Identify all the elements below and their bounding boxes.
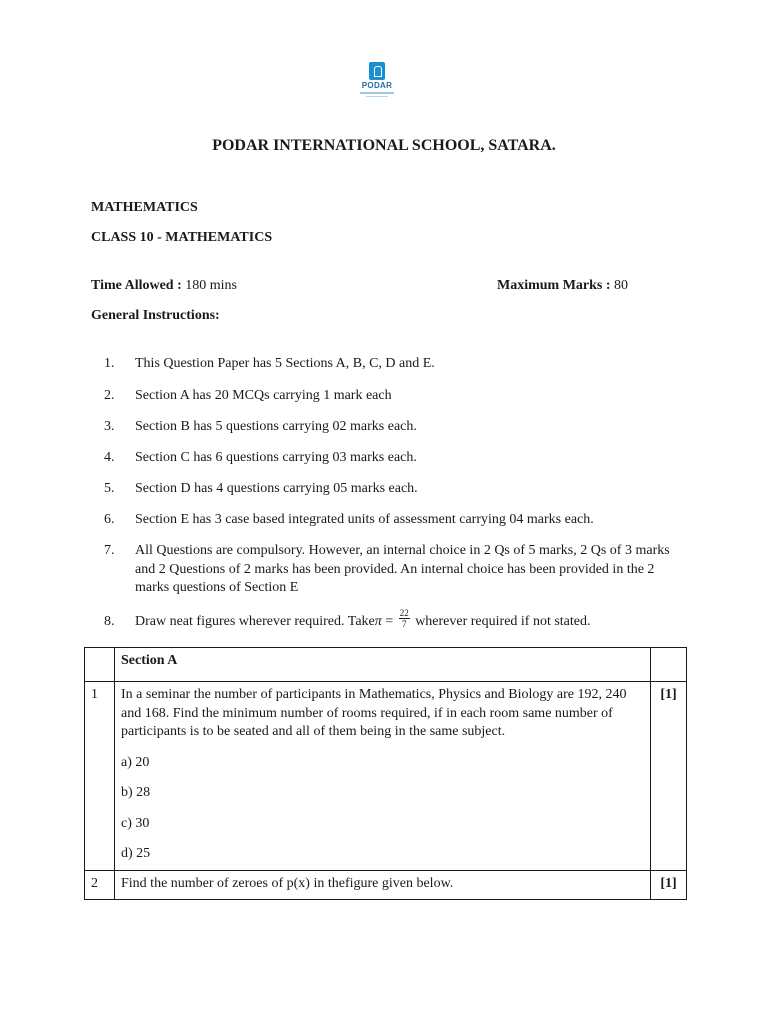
- time-allowed-label: Time Allowed :: [91, 278, 182, 293]
- question-cell: [115, 682, 651, 871]
- section-a-heading: Section A: [115, 648, 651, 682]
- instruction-number: 2.: [104, 388, 115, 403]
- school-logo: [356, 62, 398, 106]
- logo-name: PODAR: [361, 81, 393, 90]
- instruction-number: 5.: [104, 481, 115, 496]
- instruction-text: This Question Paper has 5 Sections A, B, C, D and E.: [135, 356, 435, 371]
- option-a: a) 20: [121, 754, 150, 770]
- table-row: [85, 870, 687, 900]
- logo-tagline-line: [360, 92, 394, 94]
- question-number: 2: [85, 870, 115, 900]
- time-allowed: [91, 278, 237, 294]
- questions-table: [84, 647, 687, 900]
- equals-sign: =: [381, 614, 397, 629]
- instruction-number: 4.: [104, 450, 115, 465]
- time-allowed-value: 180 mins: [185, 278, 237, 293]
- question-marks: [1]: [651, 682, 687, 871]
- logo-tagline-line-2: [366, 96, 388, 97]
- general-instructions-heading: General Instructions:: [91, 308, 220, 323]
- instruction-number: 1.: [104, 356, 115, 371]
- option-d: d) 25: [121, 846, 151, 861]
- fraction-numerator: 22: [399, 608, 409, 619]
- instruction-text: Section C has 6 questions carrying 03 marks each.: [135, 450, 417, 465]
- instruction-number: 7.: [104, 543, 115, 558]
- question-text: Find the number of zeroes of p(x) in thefigure given below.: [121, 875, 454, 891]
- pi-symbol: π: [374, 614, 382, 629]
- option-c: c) 30: [121, 815, 150, 831]
- question-cell: [115, 870, 651, 900]
- maximum-marks-label: Maximum Marks :: [497, 278, 611, 293]
- instruction-number: 6.: [104, 512, 115, 527]
- logo-emblem-icon: [369, 62, 385, 80]
- instruction-number: 3.: [104, 419, 115, 434]
- question-marks: [1]: [651, 870, 687, 900]
- fraction-denominator: 7: [401, 619, 407, 630]
- instruction-number: 8.: [104, 614, 115, 629]
- table-cell: [85, 648, 115, 682]
- maximum-marks-value: 80: [614, 278, 629, 293]
- question-text: In a seminar the number of participants in Mathematics, Physics and Biology are 192, 240 and 168. Find the minimum number of rooms required, if in each room same number of participants is to be seated and all of them being in the same subject.: [121, 687, 627, 739]
- instruction-text: [135, 608, 675, 632]
- instruction-text-after: wherever required if not stated.: [411, 614, 591, 629]
- table-row: [85, 682, 687, 871]
- maximum-marks: [497, 278, 628, 294]
- instruction-text: Section D has 4 questions carrying 05 marks each.: [135, 481, 418, 496]
- table-row: [85, 648, 687, 682]
- table-cell: [651, 648, 687, 682]
- option-b: b) 28: [121, 785, 151, 800]
- question-number: 1: [85, 682, 115, 871]
- instruction-text-before: Draw neat figures wherever required. Take: [135, 614, 375, 629]
- instruction-text: Section A has 20 MCQs carrying 1 mark each: [135, 388, 392, 403]
- instruction-text: Section E has 3 case based integrated units of assessment carrying 04 marks each.: [135, 512, 594, 527]
- subject-heading: MATHEMATICS: [91, 200, 198, 215]
- fraction-22-over-7: [399, 608, 410, 629]
- class-heading: CLASS 10 - MATHEMATICS: [91, 230, 273, 245]
- instruction-text: All Questions are compulsory. However, an internal choice in 2 Qs of 5 marks, 2 Qs of 3 marks and 2 Questions of 2 marks has been provided. An internal choice has been provided in the 2 marks questions of Section E: [135, 543, 670, 595]
- instruction-text: Section B has 5 questions carrying 02 marks each.: [135, 419, 417, 434]
- school-title: PODAR INTERNATIONAL SCHOOL, SATARA.: [212, 137, 556, 154]
